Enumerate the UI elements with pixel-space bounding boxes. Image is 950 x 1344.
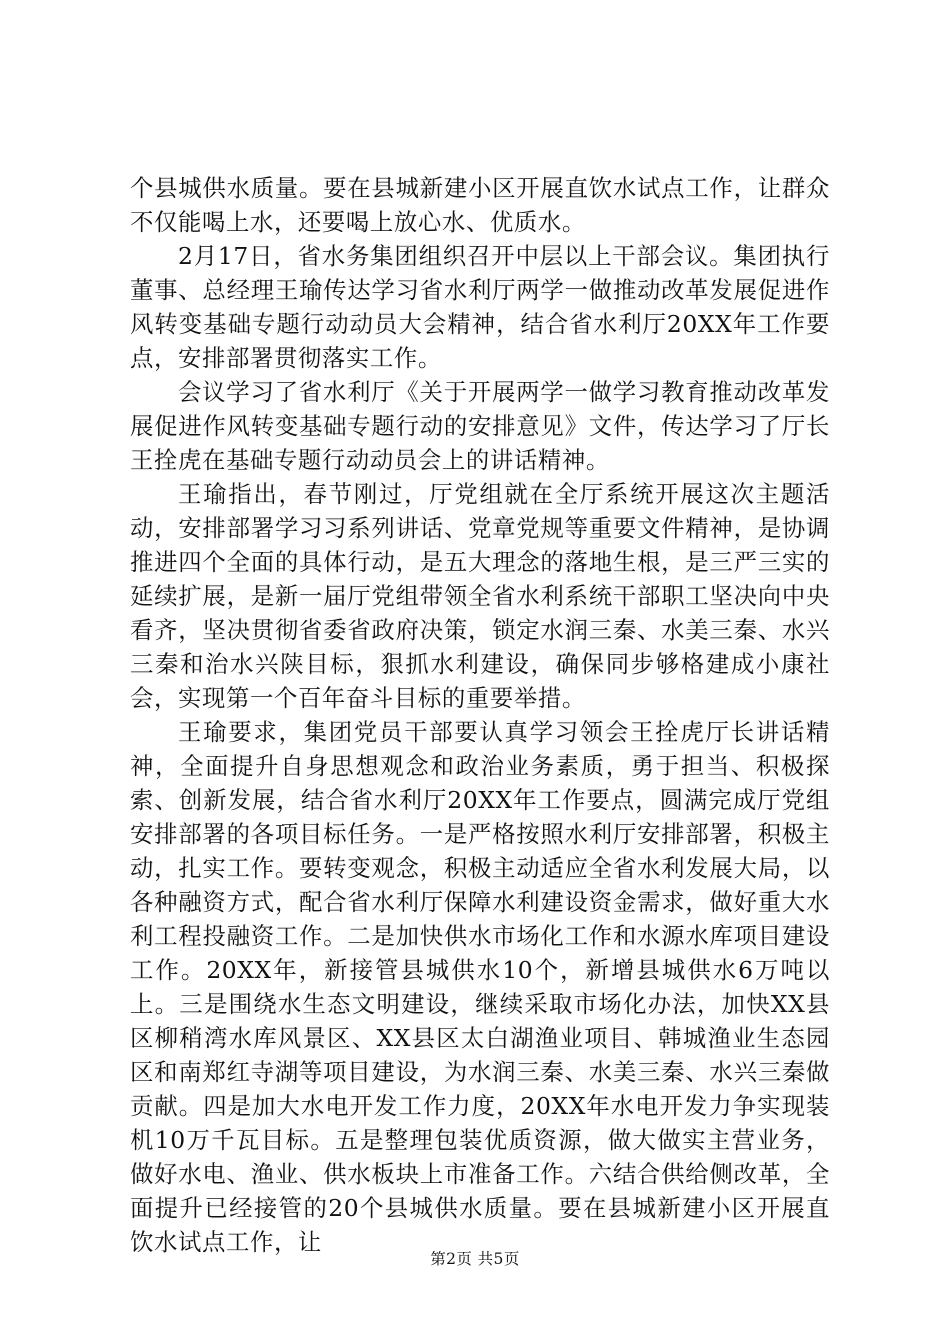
paragraph-3: 会议学习了省水利厅《关于开展两学一做学习教育推动改革发展促进作风转变基础专题行动的安排意见》文件，传达学习了厅长王拴虎在基础专题行动动员会上的讲话精神。 xyxy=(130,378,830,474)
paragraph-1: 个县城供水质量。要在县城新建小区开展直饮水试点工作，让群众不仅能喝上水，还要喝上放心水、优质水。 xyxy=(130,174,830,236)
paragraph-5: 王瑜要求，集团党员干部要认真学习领会王拴虎厅长讲话精神，全面提升自身思想观念和政治业务素质，勇于担当、积极探索、创新发展，结合省水利厅20XX年工作要点，圆满完成厅党组安排部署的各项目标任务。一是严格按照水利厅安排部署，积极主动，扎实工作。要转变观念，积极主动适应全省水利发展大局，以各种融资方式，配合省水利厅保障水利建设资金需求，做好重大水利工程投融资工作。二是加快供水市场化工作和水源水库项目建设工作。20XX年，新接管县城供水10个，新增县城供水6万吨以上。三是围绕水生态文明建设，继续采取市场化办法，加快XX县区柳稍湾水库风景区、XX县区太白湖渔业项目、韩城渔业生态园区和南郑红寺湖等项目建设，为水润三秦、水美三秦、水兴三秦做贡献。四是加大水电开发工作力度，20XX年水电开发力争实现装机10万千瓦目标。五是整理包装优质资源，做大做实主营业务，做好水电、渔业、供水板块上市准备工作。六结合供给侧改革，全面提升已经接管的20个县城供水质量。要在县城新建小区开展直饮水试点工作，让 xyxy=(130,718,830,1256)
paragraph-4: 王瑜指出，春节刚过，厅党组就在全厅系统开展这次主题活动，安排部署学习习系列讲话、党章党规等重要文件精神，是协调推进四个全面的具体行动，是五大理念的落地生根，是三严三实的延续扩展，是新一届厅党组带领全省水利系统干部职工坚决向中央看齐，坚决贯彻省委省政府决策，锁定水润三秦、水美三秦、水兴三秦和治水兴陕目标，狠抓水利建设，确保同步够格建成小康社会，实现第一个百年奋斗目标的重要举措。 xyxy=(130,480,830,712)
page-number-footer: 第2页 共5页 xyxy=(430,1250,520,1268)
paragraph-2: 2月17日，省水务集团组织召开中层以上干部会议。集团执行董事、总经理王瑜传达学习省水利厅两学一做推动改革发展促进作风转变基础专题行动动员大会精神，结合省水利厅20XX年工作要点，安排部署贯彻落实工作。 xyxy=(130,242,830,372)
body-text xyxy=(130,171,830,1259)
